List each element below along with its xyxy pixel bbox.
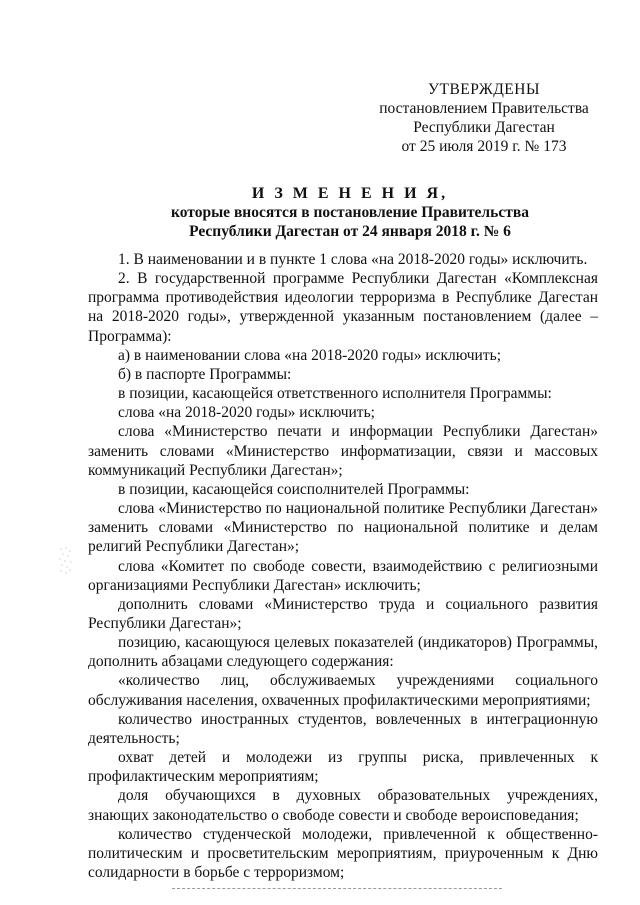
approval-line-2: Республики Дагестан [413, 119, 555, 136]
document-body [88, 250, 598, 882]
paragraph: количество студенческой молодежи, привлеченной к общественно-политическим и просветительским мероприятиям, приуроченным к Дню солидарности в борьбе с терроризмом; [88, 825, 598, 881]
paragraph: а) в наименовании слова «на 2018-2020 годы» исключить; [118, 346, 502, 364]
paragraph: слова «Комитет по свободе совести, взаимодействию с религиозными организациями Республики Дагестан» исключить; [88, 557, 598, 594]
paragraph: слова «Министерство печати и информации Республики Дагестан» заменить словами «Министерство информатизации, связи и массовых коммуникаций Республики Дагестан»; [88, 423, 598, 479]
paragraph: доля обучающихся в духовных образовательных учреждениях, знающих законодательство о свободе совести и свободе вероисповедания; [88, 787, 598, 824]
paragraph: «количество лиц, обслуживаемых учреждениями социального обслуживания населения, охваченных профилактическими мероприятиями; [88, 672, 598, 709]
paragraph: 2. В государственной программе Республики Дагестан «Комплексная программа противодействия идеологии терроризма в Республике Дагестан на 2018-2020 годы», утвержденной указанным постановлением (далее – Программа): [88, 270, 598, 345]
paragraph: в позиции, касающейся ответственного исполнителя Программы: [118, 385, 552, 403]
document-title [60, 184, 640, 241]
paragraph: позицию, касающуюся целевых показателей (индикаторов) Программы, дополнить абзацами следующего содержания: [88, 634, 598, 671]
title-line-1: которые вносятся в постановление Правительства [171, 204, 529, 221]
approval-heading: УТВЕРЖДЕНЫ [428, 81, 540, 98]
title-line-2: Республики Дагестан от 24 января 2018 г. № 6 [189, 223, 511, 240]
approval-block [362, 80, 606, 156]
paragraph: охват детей и молодежи из группы риска, привлеченных к профилактическим мероприятиям; [88, 749, 598, 786]
faint-stamp-mark [58, 546, 74, 576]
bottom-divider [172, 888, 502, 889]
paragraph: дополнить словами «Министерство труда и социального развития Республики Дагестан»; [88, 595, 598, 632]
approval-line-1: постановлением Правительства [379, 100, 589, 117]
paragraph: слова «на 2018-2020 годы» исключить; [118, 404, 375, 422]
paragraph: количество иностранных студентов, вовлеченных в интеграционную деятельность; [88, 710, 598, 747]
paragraph: 1. В наименовании и в пункте 1 слова «на 2018-2020 годы» исключить. [118, 251, 588, 268]
paragraph: в позиции, касающейся соисполнителей Программы: [118, 480, 470, 498]
title-heading: И З М Е Н Е Н И Я, [251, 185, 449, 202]
paragraph: б) в паспорте Программы: [118, 365, 292, 383]
paragraph: слова «Министерство по национальной политике Республики Дагестан» заменить словами «Министерство по национальной политике и делам религий Республики Дагестан»; [88, 500, 598, 556]
approval-line-3: от 25 июля 2019 г. № 173 [401, 138, 567, 155]
